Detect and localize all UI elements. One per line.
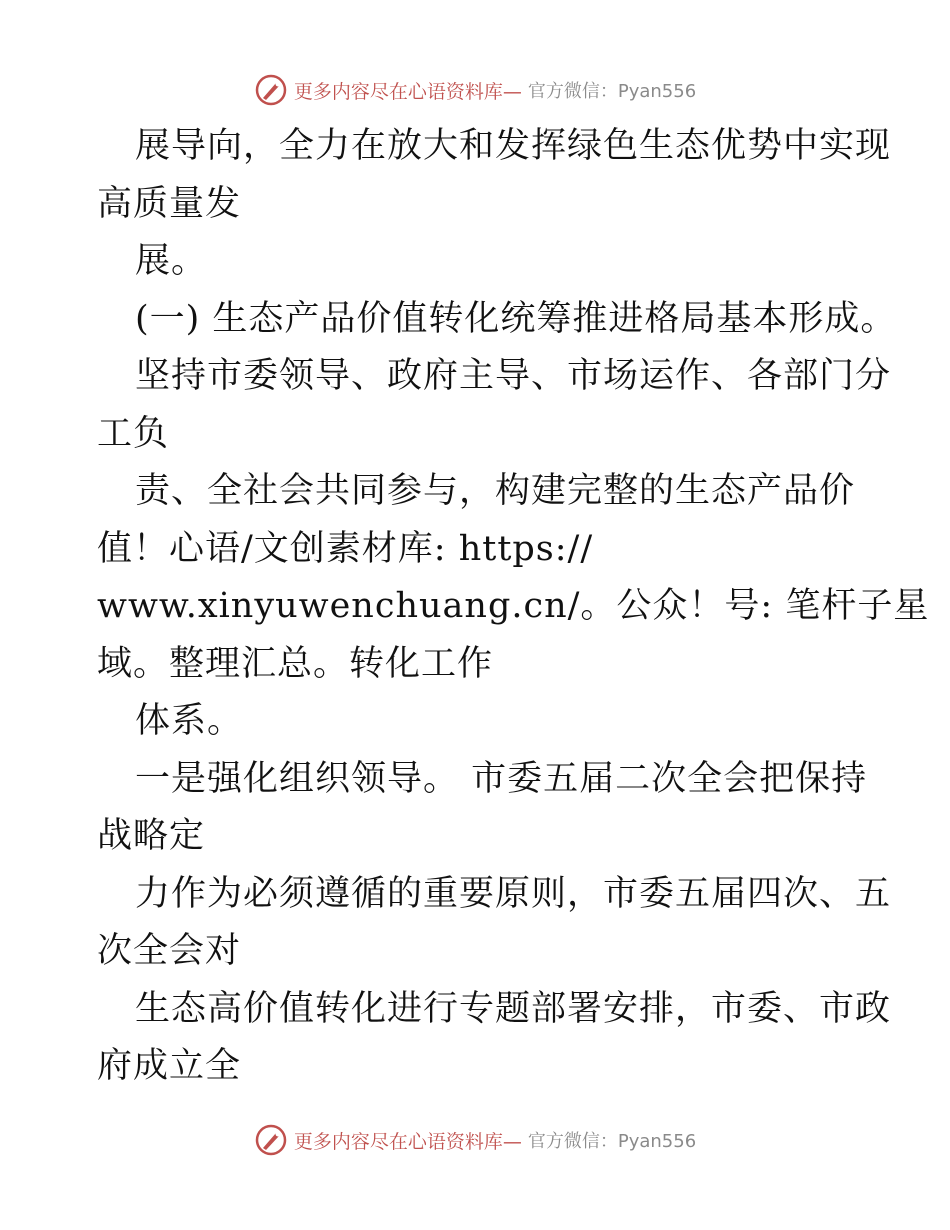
text-line: 责、全社会共同参与，构建完整的生态产品价 <box>135 471 856 511</box>
pen-logo-icon <box>254 1123 288 1157</box>
text-line: 展导向，全力在放大和发挥绿色生态优势中实现 <box>135 126 892 166</box>
banner-wechat: 官方微信：Pyan556 <box>527 81 697 102</box>
text-line: 生态高价值转化进行专题部署安排，市委、市政 <box>135 988 892 1029</box>
text-line: 次全会对 <box>97 931 242 971</box>
text-line: 战略定 <box>97 816 206 856</box>
section-heading: (一) 生态产品价值转化统筹推进格局基本形成。 <box>135 298 897 339</box>
text-line: 域。整理汇总。转化工作 <box>97 643 494 684</box>
text-line: 高质量发 <box>97 183 242 224</box>
text-line: 一是强化组织领导。 市委五届二次全会把保持 <box>135 758 868 799</box>
text-line: 府成立全 <box>97 1046 242 1086</box>
pen-logo-icon <box>254 73 288 107</box>
header-watermark-banner <box>0 70 950 110</box>
footer-watermark-banner <box>0 1120 950 1160</box>
text-line: 坚持市委领导、政府主导、市场运作、各部门分 <box>135 356 892 396</box>
text-line: 值！心语/文创素材库: https:// <box>97 528 594 569</box>
text-line: 力作为必须遵循的重要原则，市委五届四次、五 <box>135 873 892 914</box>
text-line: 工负 <box>97 413 170 454</box>
text-line: 展。 <box>135 241 208 281</box>
banner-text: 更多内容尽在心语资料库— <box>293 1130 522 1153</box>
banner-wechat: 官方微信：Pyan556 <box>527 1131 697 1152</box>
banner-text: 更多内容尽在心语资料库— <box>293 80 522 103</box>
text-line: www.xinyuwenchuang.cn/。公众！号: 笔杆子星 <box>97 586 930 626</box>
document-body <box>97 118 930 1096</box>
text-line: 体系。 <box>135 701 244 741</box>
